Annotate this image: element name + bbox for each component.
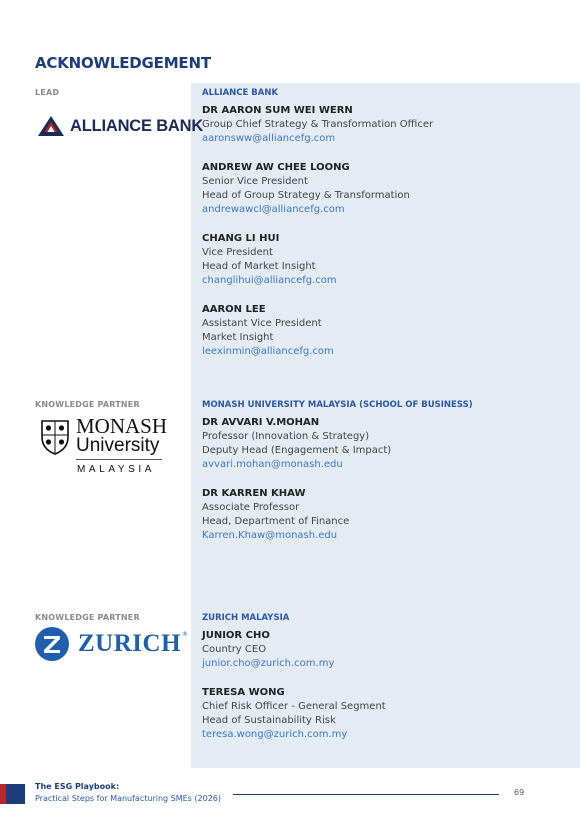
monash-logo-country: MALAYSIA bbox=[77, 464, 156, 475]
person-email[interactable]: Karren.Khaw@monash.edu bbox=[202, 530, 338, 541]
monash-logo bbox=[40, 415, 170, 483]
person-role: Deputy Head (Engagement & Impact) bbox=[202, 445, 392, 456]
person-entry bbox=[202, 629, 572, 671]
alliance-triangle-icon bbox=[38, 116, 64, 136]
person-role: Group Chief Strategy & Transformation Officer bbox=[202, 119, 434, 130]
person-role: Head of Market Insight bbox=[202, 261, 316, 272]
person-role: Vice President bbox=[202, 247, 273, 258]
person-entry bbox=[202, 104, 572, 146]
zurich-logo bbox=[35, 627, 188, 661]
section-label: KNOWLEDGE PARTNER bbox=[35, 613, 140, 622]
person-entry bbox=[202, 487, 572, 543]
person-email[interactable]: teresa.wong@zurich.com.my bbox=[202, 729, 348, 740]
person-entry bbox=[202, 686, 572, 742]
footer-divider bbox=[233, 794, 499, 795]
person-email[interactable]: changlihui@alliancefg.com bbox=[202, 275, 337, 286]
alliance-logo-text: ALLIANCE BANK bbox=[70, 116, 204, 135]
person-email[interactable]: andrewawcl@alliancefg.com bbox=[202, 204, 345, 215]
section-label: KNOWLEDGE PARTNER bbox=[35, 400, 140, 409]
org-name: MONASH UNIVERSITY MALAYSIA (SCHOOL OF BUSINESS) bbox=[202, 400, 473, 410]
monash-logo-word: MONASH bbox=[76, 414, 168, 438]
person-entry bbox=[202, 161, 572, 217]
zurich-z-icon bbox=[35, 627, 69, 661]
alliance-bank-logo bbox=[38, 116, 203, 136]
person-name: TERESA WONG bbox=[202, 687, 285, 698]
person-entry bbox=[202, 303, 572, 359]
monash-logo-divider bbox=[76, 459, 162, 460]
person-role: Assistant Vice President bbox=[202, 318, 322, 329]
person-role: Senior Vice President bbox=[202, 176, 308, 187]
section-label: LEAD bbox=[35, 88, 60, 97]
org-name: ALLIANCE BANK bbox=[202, 88, 279, 98]
page-number: 69 bbox=[514, 788, 525, 797]
person-role: Head of Sustainability Risk bbox=[202, 715, 336, 726]
person-entry bbox=[202, 232, 572, 288]
person-role: Professor (Innovation & Strategy) bbox=[202, 431, 370, 442]
person-name: DR KARREN KHAW bbox=[202, 488, 306, 499]
zurich-registered-mark: ® bbox=[182, 630, 189, 638]
page-title: ACKNOWLEDGEMENT bbox=[35, 54, 211, 72]
person-name: CHANG LI HUI bbox=[202, 233, 280, 244]
monash-logo-university: University bbox=[76, 435, 160, 456]
person-name: JUNIOR CHO bbox=[202, 630, 270, 641]
section-content bbox=[202, 88, 572, 374]
person-email[interactable]: avvari.mohan@monash.edu bbox=[202, 459, 343, 470]
zurich-logo-text: ZURICH bbox=[78, 630, 182, 657]
person-name: ANDREW AW CHEE LOONG bbox=[202, 162, 350, 173]
section-content bbox=[202, 613, 572, 757]
section-content bbox=[202, 400, 572, 558]
person-email[interactable]: leexinmin@alliancefg.com bbox=[202, 346, 334, 357]
monash-crest-icon bbox=[40, 419, 70, 455]
person-role: Head, Department of Finance bbox=[202, 516, 350, 527]
person-role: Chief Risk Officer - General Segment bbox=[202, 701, 386, 712]
person-email[interactable]: junior.cho@zurich.com.my bbox=[202, 658, 335, 669]
footer-subtitle: Practical Steps for Manufacturing SMEs (2026) bbox=[35, 794, 221, 803]
person-role: Associate Professor bbox=[202, 502, 300, 513]
org-name: ZURICH MALAYSIA bbox=[202, 613, 290, 623]
person-role: Market Insight bbox=[202, 332, 274, 343]
person-email[interactable]: aaronsww@alliancefg.com bbox=[202, 133, 336, 144]
footer-accent-block bbox=[0, 784, 6, 804]
person-role: Country CEO bbox=[202, 644, 267, 655]
person-name: DR AVVARI V.MOHAN bbox=[202, 417, 320, 428]
person-role: Head of Group Strategy & Transformation bbox=[202, 190, 410, 201]
person-name: DR AARON SUM WEI WERN bbox=[202, 105, 353, 116]
person-entry bbox=[202, 416, 572, 472]
person-name: AARON LEE bbox=[202, 304, 266, 315]
footer-title: The ESG Playbook: bbox=[35, 782, 120, 791]
